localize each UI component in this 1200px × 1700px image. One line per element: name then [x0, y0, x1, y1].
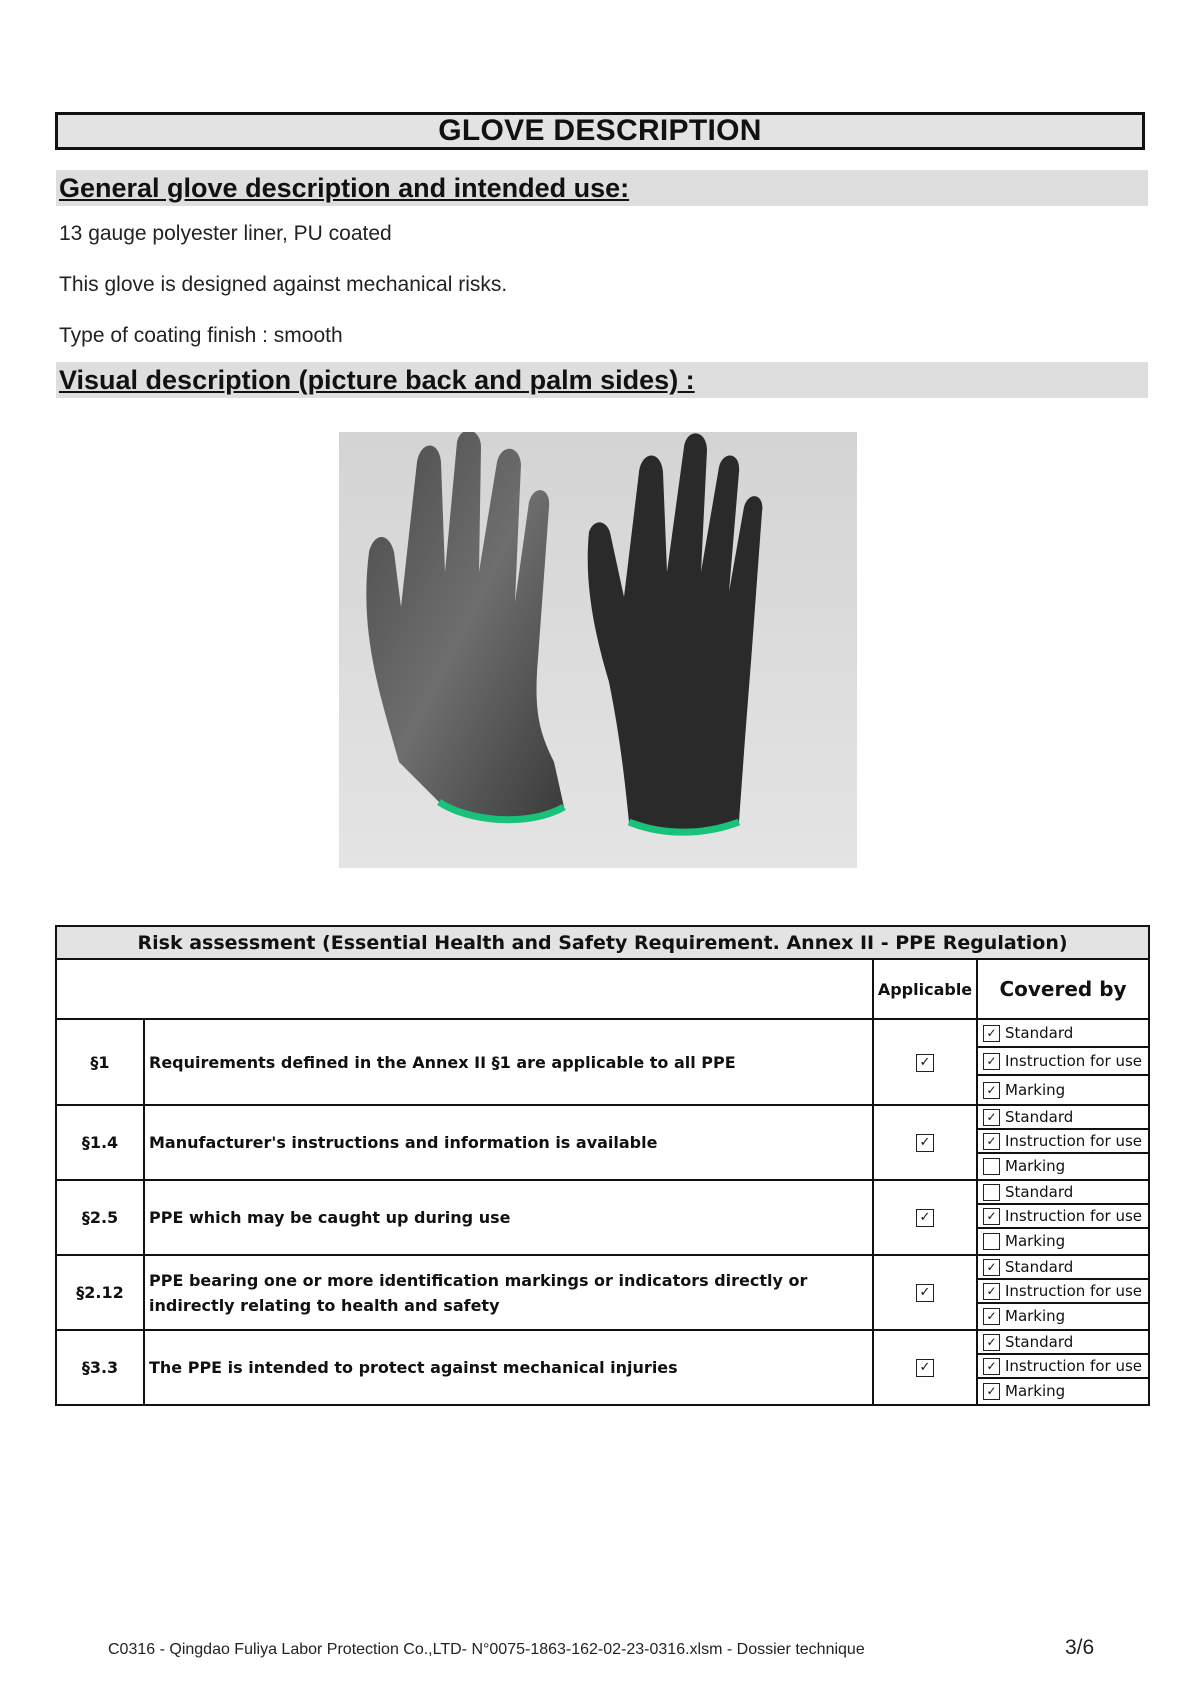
general-description-heading: General glove description and intended use:: [56, 170, 1148, 206]
covered-label: Standard: [1005, 1024, 1074, 1042]
covered-label: Instruction for use: [1005, 1052, 1142, 1070]
covered-by-item: [978, 1331, 1148, 1355]
covered-checkbox[interactable]: ✓: [983, 1025, 1000, 1042]
section-number: §2.5: [56, 1180, 144, 1255]
covered-label: Marking: [1005, 1382, 1066, 1400]
covered-label: Standard: [1005, 1183, 1074, 1201]
applicable-checkbox[interactable]: ✓: [916, 1134, 934, 1152]
applicable-checkbox[interactable]: ✓: [916, 1054, 934, 1072]
risk-table-title: Risk assessment (Essential Health and Safety Requirement. Annex II - PPE Regulation): [56, 926, 1149, 959]
applicable-checkbox[interactable]: ✓: [916, 1284, 934, 1302]
covered-by-item: [978, 1256, 1148, 1280]
document-title-text: GLOVE DESCRIPTION: [438, 114, 762, 147]
applicable-cell: [873, 1255, 977, 1330]
risk-row: [56, 1019, 1149, 1105]
covered-label: Instruction for use: [1005, 1282, 1142, 1300]
applicable-cell: [873, 1019, 977, 1105]
document-title: [55, 112, 1145, 150]
covered-label: Marking: [1005, 1081, 1066, 1099]
glove-photo-image: [339, 432, 857, 868]
covered-by-item: [978, 1205, 1148, 1229]
requirement-text: Manufacturer's instructions and information is available: [144, 1105, 873, 1180]
covered-label: Standard: [1005, 1333, 1074, 1351]
requirement-text: Requirements defined in the Annex II §1 are applicable to all PPE: [144, 1019, 873, 1105]
section-number: §1.4: [56, 1105, 144, 1180]
covered-checkbox[interactable]: ✓: [983, 1208, 1000, 1225]
covered-checkbox[interactable]: ✓: [983, 1109, 1000, 1126]
covered-by-item: [978, 1379, 1148, 1403]
applicable-cell: [873, 1330, 977, 1405]
covered-checkbox[interactable]: ✓: [983, 1334, 1000, 1351]
section-number: §2.12: [56, 1255, 144, 1330]
covered-checkbox[interactable]: ✓: [983, 1082, 1000, 1099]
page-number: 3/6: [1065, 1636, 1095, 1659]
requirement-text: PPE bearing one or more identification markings or indicators directly or indirectly relating to health and safety: [144, 1255, 873, 1330]
covered-checkbox[interactable]: ✓: [983, 1358, 1000, 1375]
risk-row: [56, 1255, 1149, 1330]
risk-row: [56, 1105, 1149, 1180]
covered-checkbox[interactable]: ✓: [983, 1283, 1000, 1300]
covered-by-item: [978, 1280, 1148, 1304]
covered-by-item: [978, 1106, 1148, 1130]
covered-label: Instruction for use: [1005, 1132, 1142, 1150]
requirement-text: The PPE is intended to protect against mechanical injuries: [144, 1330, 873, 1405]
covered-checkbox[interactable]: [983, 1233, 1000, 1250]
covered-label: Standard: [1005, 1258, 1074, 1276]
description-line-coating: Type of coating finish : smooth: [59, 324, 343, 347]
applicable-column-header: Applicable: [873, 959, 977, 1019]
covered-by-item: [978, 1181, 1148, 1205]
covered-by-cell: [977, 1105, 1149, 1180]
description-line-liner: 13 gauge polyester liner, PU coated: [59, 222, 392, 245]
covered-by-item: [978, 1020, 1148, 1048]
covered-label: Standard: [1005, 1108, 1074, 1126]
footer-reference: C0316 - Qingdao Fuliya Labor Protection Co.,LTD- N°0075-1863-162-02-23-0316.xlsm - Dossier technique: [108, 1641, 865, 1658]
covered-label: Instruction for use: [1005, 1357, 1142, 1375]
covered-by-item: [978, 1130, 1148, 1154]
covered-label: Marking: [1005, 1307, 1066, 1325]
covered-by-cell: [977, 1180, 1149, 1255]
applicable-checkbox[interactable]: ✓: [916, 1209, 934, 1227]
covered-label: Marking: [1005, 1232, 1066, 1250]
description-line-use: This glove is designed against mechanical risks.: [59, 273, 508, 296]
covered-checkbox[interactable]: ✓: [983, 1259, 1000, 1276]
applicable-cell: [873, 1180, 977, 1255]
covered-checkbox[interactable]: ✓: [983, 1053, 1000, 1070]
covered-checkbox[interactable]: [983, 1158, 1000, 1175]
covered-label: Instruction for use: [1005, 1207, 1142, 1225]
risk-table-body: [56, 1019, 1149, 1405]
applicable-checkbox[interactable]: ✓: [916, 1359, 934, 1377]
applicable-cell: [873, 1105, 977, 1180]
covered-checkbox[interactable]: [983, 1184, 1000, 1201]
covered-by-column-header: Covered by: [977, 959, 1149, 1019]
risk-header-blank: [56, 959, 873, 1019]
requirement-text: PPE which may be caught up during use: [144, 1180, 873, 1255]
covered-by-cell: [977, 1255, 1149, 1330]
covered-by-cell: [977, 1330, 1149, 1405]
covered-checkbox[interactable]: ✓: [983, 1308, 1000, 1325]
covered-by-item: [978, 1048, 1148, 1076]
covered-by-item: [978, 1304, 1148, 1328]
section-number: §3.3: [56, 1330, 144, 1405]
covered-label: Marking: [1005, 1157, 1066, 1175]
section-number: §1: [56, 1019, 144, 1105]
covered-by-item: [978, 1355, 1148, 1379]
risk-row: [56, 1180, 1149, 1255]
risk-row: [56, 1330, 1149, 1405]
covered-checkbox[interactable]: ✓: [983, 1383, 1000, 1400]
covered-by-item: [978, 1154, 1148, 1178]
covered-by-cell: [977, 1019, 1149, 1105]
visual-description-heading: Visual description (picture back and palm sides) :: [56, 362, 1148, 398]
risk-assessment-table: [55, 925, 1150, 1406]
glove-photo: [339, 432, 857, 868]
covered-by-item: [978, 1076, 1148, 1104]
covered-checkbox[interactable]: ✓: [983, 1133, 1000, 1150]
covered-by-item: [978, 1229, 1148, 1253]
